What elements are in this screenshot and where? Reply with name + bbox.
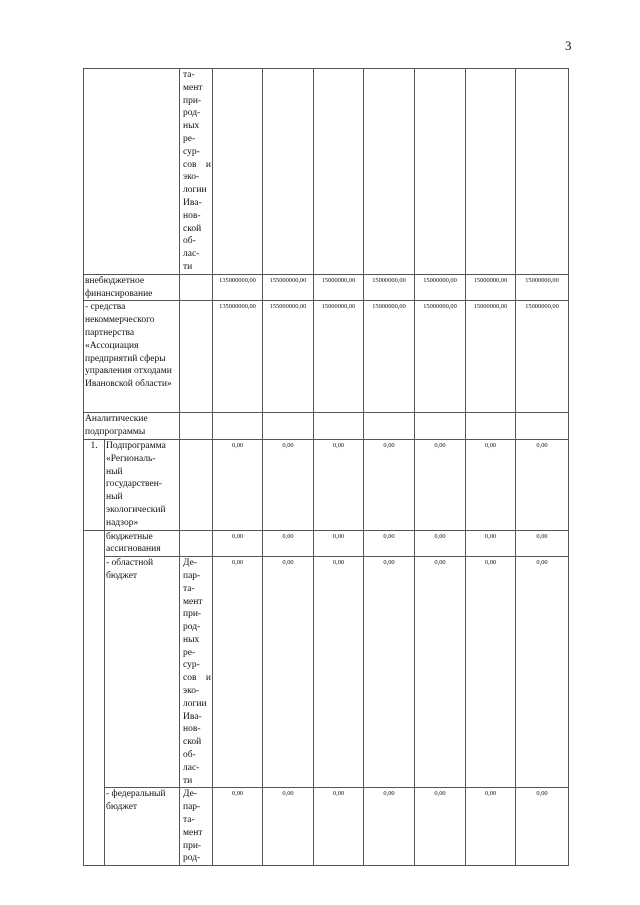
responsible-executor-line: нов- bbox=[183, 724, 201, 735]
subprogram-title bbox=[105, 439, 180, 530]
table-row bbox=[84, 301, 569, 413]
value-cell: 0,00 bbox=[213, 557, 263, 788]
responsible-executor-line: лас- bbox=[183, 249, 200, 260]
responsible-executor-line: ре- bbox=[183, 133, 196, 144]
responsible-executor-line: та- bbox=[183, 70, 195, 80]
value-cell: 0,00 bbox=[263, 788, 314, 866]
responsible-executor-line: пар- bbox=[183, 802, 201, 813]
value-cell: 0,00 bbox=[364, 557, 415, 788]
responsible-executor-line: Де- bbox=[183, 558, 197, 569]
responsible-executor-line: об- bbox=[183, 750, 196, 761]
responsible-executor-line: об- bbox=[183, 236, 196, 247]
responsible-executor-line: Ива- bbox=[183, 711, 202, 722]
responsible-executor-cell bbox=[180, 69, 213, 275]
table-row bbox=[84, 557, 569, 788]
responsible-executor-line: ре- bbox=[183, 647, 196, 658]
value-cell: 0,00 bbox=[415, 788, 466, 866]
value-cell: 0,00 bbox=[516, 439, 569, 530]
value-cell: 0,00 bbox=[466, 530, 516, 557]
value-cell: 15000000,00 bbox=[364, 301, 415, 413]
responsible-executor-line: при- bbox=[183, 95, 202, 106]
responsible-executor-line: ти bbox=[183, 775, 193, 786]
value-cell: 15000000,00 bbox=[516, 301, 569, 413]
responsible-executor-line: сур- bbox=[183, 660, 200, 671]
value-cell: 0,00 bbox=[263, 557, 314, 788]
responsible-executor-line: род- bbox=[183, 622, 201, 633]
value-cell: 0,00 bbox=[314, 530, 364, 557]
value-cell: 0,00 bbox=[415, 530, 466, 557]
table-row bbox=[84, 274, 569, 301]
responsible-executor-line: сов и bbox=[183, 159, 211, 170]
responsible-executor-line: Ива- bbox=[183, 197, 202, 208]
value-cell: 0,00 bbox=[516, 557, 569, 788]
subprogram-title-line: ный bbox=[106, 492, 123, 503]
value-cell: 0,00 bbox=[314, 788, 364, 866]
responsible-executor-line: мент bbox=[183, 82, 203, 93]
row-label: - федеральный бюджет bbox=[105, 788, 180, 866]
responsible-executor-line: ской bbox=[183, 737, 202, 748]
value-cell: 0,00 bbox=[466, 439, 516, 530]
value-cell: 0,00 bbox=[516, 788, 569, 866]
value-cell: 15000000,00 bbox=[364, 274, 415, 301]
value-cell: 0,00 bbox=[213, 439, 263, 530]
section-heading: Аналитические подпрограммы bbox=[84, 413, 180, 440]
responsible-executor-line: эко- bbox=[183, 686, 200, 697]
value-cell: 0,00 bbox=[364, 439, 415, 530]
value-cell: 15000000,00 bbox=[415, 301, 466, 413]
value-cell: 155000000,00 bbox=[263, 274, 314, 301]
value-cell: 0,00 bbox=[516, 530, 569, 557]
value-cell: 135000000,00 bbox=[213, 301, 263, 413]
responsible-executor-line: лас- bbox=[183, 762, 200, 773]
responsible-executor-line: сов и bbox=[183, 673, 211, 684]
responsible-executor-line: логии bbox=[183, 698, 207, 709]
responsible-executor-line: пар- bbox=[183, 570, 201, 581]
value-cell: 15000000,00 bbox=[314, 274, 364, 301]
value-cell: 0,00 bbox=[364, 788, 415, 866]
responsible-executor-line: мент bbox=[183, 596, 203, 607]
responsible-executor-line: ных bbox=[183, 121, 200, 132]
empty-cell bbox=[84, 69, 180, 275]
value-cell: 15000000,00 bbox=[516, 274, 569, 301]
value-cell: 0,00 bbox=[213, 788, 263, 866]
responsible-executor-line: род- bbox=[183, 853, 201, 864]
value-cell: 0,00 bbox=[466, 788, 516, 866]
value-cell: 0,00 bbox=[415, 439, 466, 530]
responsible-executor-line: ской bbox=[183, 223, 202, 234]
responsible-executor-line: та- bbox=[183, 583, 195, 594]
table-row bbox=[84, 788, 569, 866]
responsible-executor-cell bbox=[180, 788, 213, 866]
row-label: внебюджетное финансирование bbox=[84, 274, 180, 301]
responsible-executor-cell bbox=[180, 557, 213, 788]
value-cell: 0,00 bbox=[213, 530, 263, 557]
page-number: 3 bbox=[565, 38, 572, 53]
subprogram-title-line: экологический bbox=[106, 504, 166, 515]
responsible-executor-line: при- bbox=[183, 840, 202, 851]
subprogram-title-line: «Региональ- bbox=[106, 453, 156, 464]
value-cell: 15000000,00 bbox=[466, 301, 516, 413]
row-index: 1. bbox=[84, 439, 105, 530]
financing-table bbox=[83, 68, 569, 866]
responsible-executor-line: мент bbox=[183, 827, 203, 838]
responsible-executor-line: при- bbox=[183, 609, 202, 620]
table-row bbox=[84, 439, 569, 530]
subprogram-title-line: ный bbox=[106, 466, 123, 477]
empty-cell bbox=[84, 530, 105, 866]
responsible-executor-line: логии bbox=[183, 185, 207, 196]
responsible-executor-line: эко- bbox=[183, 172, 200, 183]
responsible-executor-line: ных bbox=[183, 634, 200, 645]
responsible-executor-line: сур- bbox=[183, 146, 200, 157]
row-label: бюджетные ассигнования bbox=[105, 530, 180, 557]
responsible-executor-line: род- bbox=[183, 108, 201, 119]
responsible-executor-line: нов- bbox=[183, 210, 201, 221]
responsible-executor-line: Де- bbox=[183, 789, 197, 800]
value-cell: 0,00 bbox=[314, 439, 364, 530]
value-cell: 0,00 bbox=[415, 557, 466, 788]
value-cell: 0,00 bbox=[263, 530, 314, 557]
responsible-executor-line: ти bbox=[183, 261, 193, 272]
subprogram-title-line: Подпрограмма bbox=[106, 440, 166, 451]
value-cell: 0,00 bbox=[314, 557, 364, 788]
value-cell: 155000000,00 bbox=[263, 301, 314, 413]
table-row bbox=[84, 530, 569, 557]
table-row bbox=[84, 413, 569, 440]
value-cell: 0,00 bbox=[364, 530, 415, 557]
row-label: - средства некоммерческого партнерства «Ассоциация предприятий сферы управления отходами Ивановской области» bbox=[84, 301, 180, 413]
value-cell: 0,00 bbox=[466, 557, 516, 788]
value-cell: 15000000,00 bbox=[314, 301, 364, 413]
subprogram-title-line: надзор» bbox=[106, 517, 139, 528]
row-label: - областной бюджет bbox=[105, 557, 180, 788]
subprogram-title-line: государствен- bbox=[106, 479, 162, 490]
value-cell: 135000000,00 bbox=[213, 274, 263, 301]
value-cell: 15000000,00 bbox=[415, 274, 466, 301]
table-row bbox=[84, 69, 569, 275]
responsible-executor-line: та- bbox=[183, 815, 195, 826]
value-cell: 0,00 bbox=[263, 439, 314, 530]
value-cell: 15000000,00 bbox=[466, 274, 516, 301]
